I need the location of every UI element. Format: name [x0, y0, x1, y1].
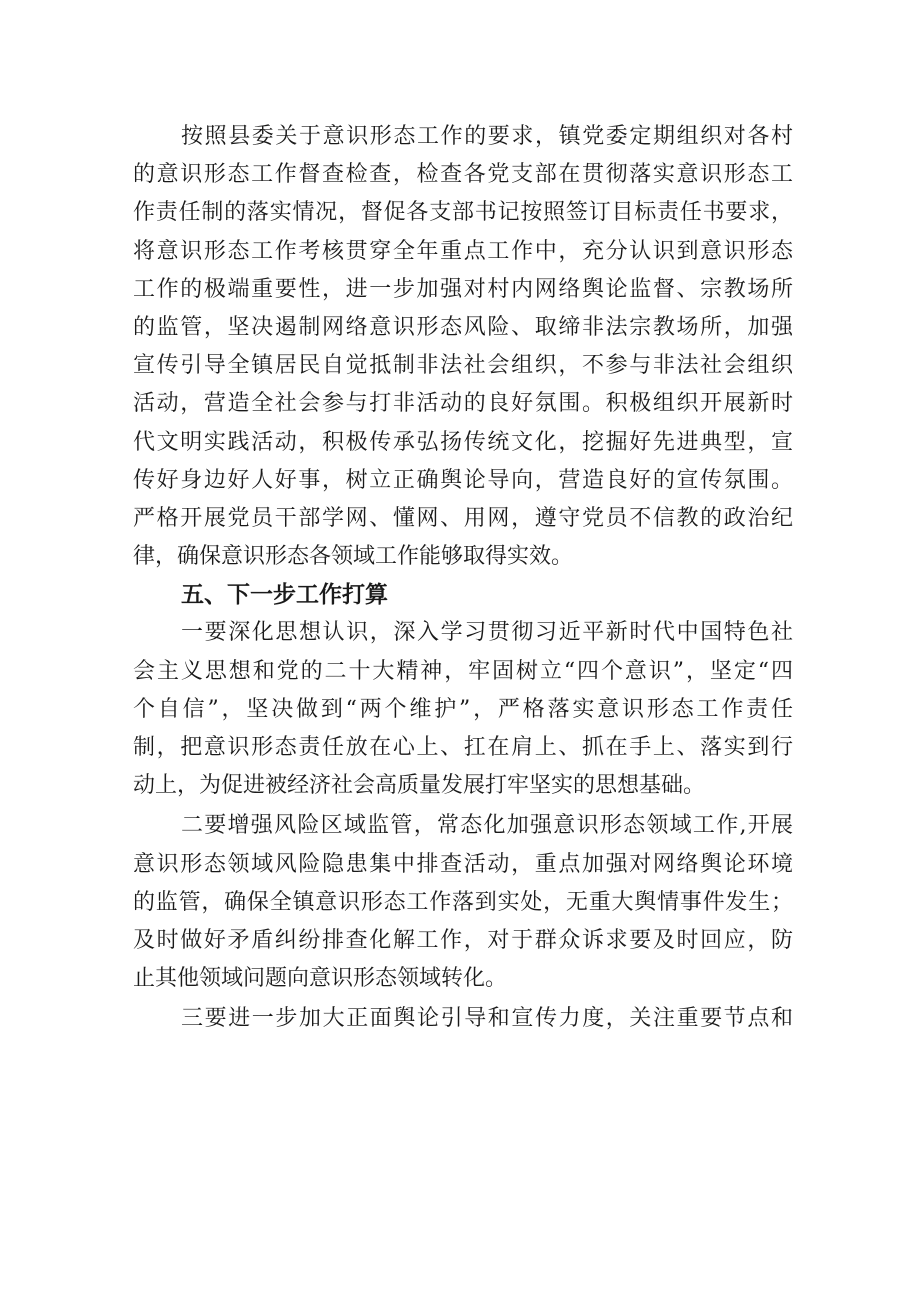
text-line: 制，把意识形态责任放在心上、扛在肩上、抓在手上、落实到行 — [133, 735, 793, 760]
text-line: 止其他领域问题向意识形态领域转化。 — [133, 966, 508, 992]
text-line: 的监管，确保全镇意识形态工作落到实处，无重大舆情事件发生； — [133, 889, 793, 915]
text-line: 意识形态领域风险隐患集中排查活动，重点加强对网络舆论环境 — [133, 851, 793, 877]
text-line: 一要深化思想认识，深入学习贯彻习近平新时代中国特色社 — [181, 620, 793, 646]
text-line: 宣传引导全镇居民自觉抵制非法社会组织，不参与非法社会组织 — [133, 353, 793, 379]
section-heading: 五、下一步工作打算 — [181, 582, 388, 609]
paragraph-deepen-understanding — [133, 614, 793, 805]
text-line: 动上，为促进被经济社会高质量发展打牢坚实的思想基础。 — [133, 773, 706, 799]
text-line: 会主义思想和党的二十大精神，牢固树立“四个意识”，坚定“四 — [133, 658, 793, 684]
text-line: 三要进一步加大正面舆论引导和宣传力度，关注重要节点和 — [181, 1006, 793, 1032]
text-line: 二要增强风险区域监管，常态化加强意识形态领域工作,开展 — [181, 813, 793, 839]
paragraph-public-opinion — [133, 1000, 793, 1038]
text-line: 的监管，坚决遏制网络意识形态风险、取缔非法宗教场所，加强 — [133, 314, 793, 340]
text-line: 及时做好矛盾纠纷排查化解工作，对于群众诉求要及时回应，防 — [133, 927, 793, 953]
text-line: 个自信”，坚决做到“两个维护”，严格落实意识形态工作责任 — [133, 696, 793, 722]
paragraph-risk-supervision — [133, 807, 793, 998]
text-line: 代文明实践活动，积极传承弘扬传统文化，挖掘好先进典型，宣 — [133, 429, 793, 455]
text-line: 作责任制的落实情况，督促各支部书记按照签订目标责任书要求， — [133, 200, 793, 226]
paragraph-ideology-inspection — [133, 118, 793, 576]
text-line: 将意识形态工作考核贯穿全年重点工作中，充分认识到意识形态 — [133, 238, 793, 264]
text-line: 的意识形态工作督查检查，检查各党支部在贯彻落实意识形态工 — [133, 162, 793, 188]
document-body — [133, 118, 793, 1039]
text-line: 传好身边好人好事，树立正确舆论导向，营造良好的宣传氛围。 — [133, 467, 793, 493]
text-line: 按照县委关于意识形态工作的要求，镇党委定期组织对各村 — [181, 124, 793, 149]
text-line: 工作的极端重要性，进一步加强对村内网络舆论监督、宗教场所 — [133, 276, 793, 302]
text-line: 活动，营造全社会参与打非活动的良好氛围。积极组织开展新时 — [133, 391, 793, 417]
text-line: 律，确保意识形态各领域工作能够取得实效。 — [133, 544, 574, 570]
text-line: 严格开展党员干部学网、懂网、用网，遵守党员不信教的政治纪 — [133, 505, 793, 531]
